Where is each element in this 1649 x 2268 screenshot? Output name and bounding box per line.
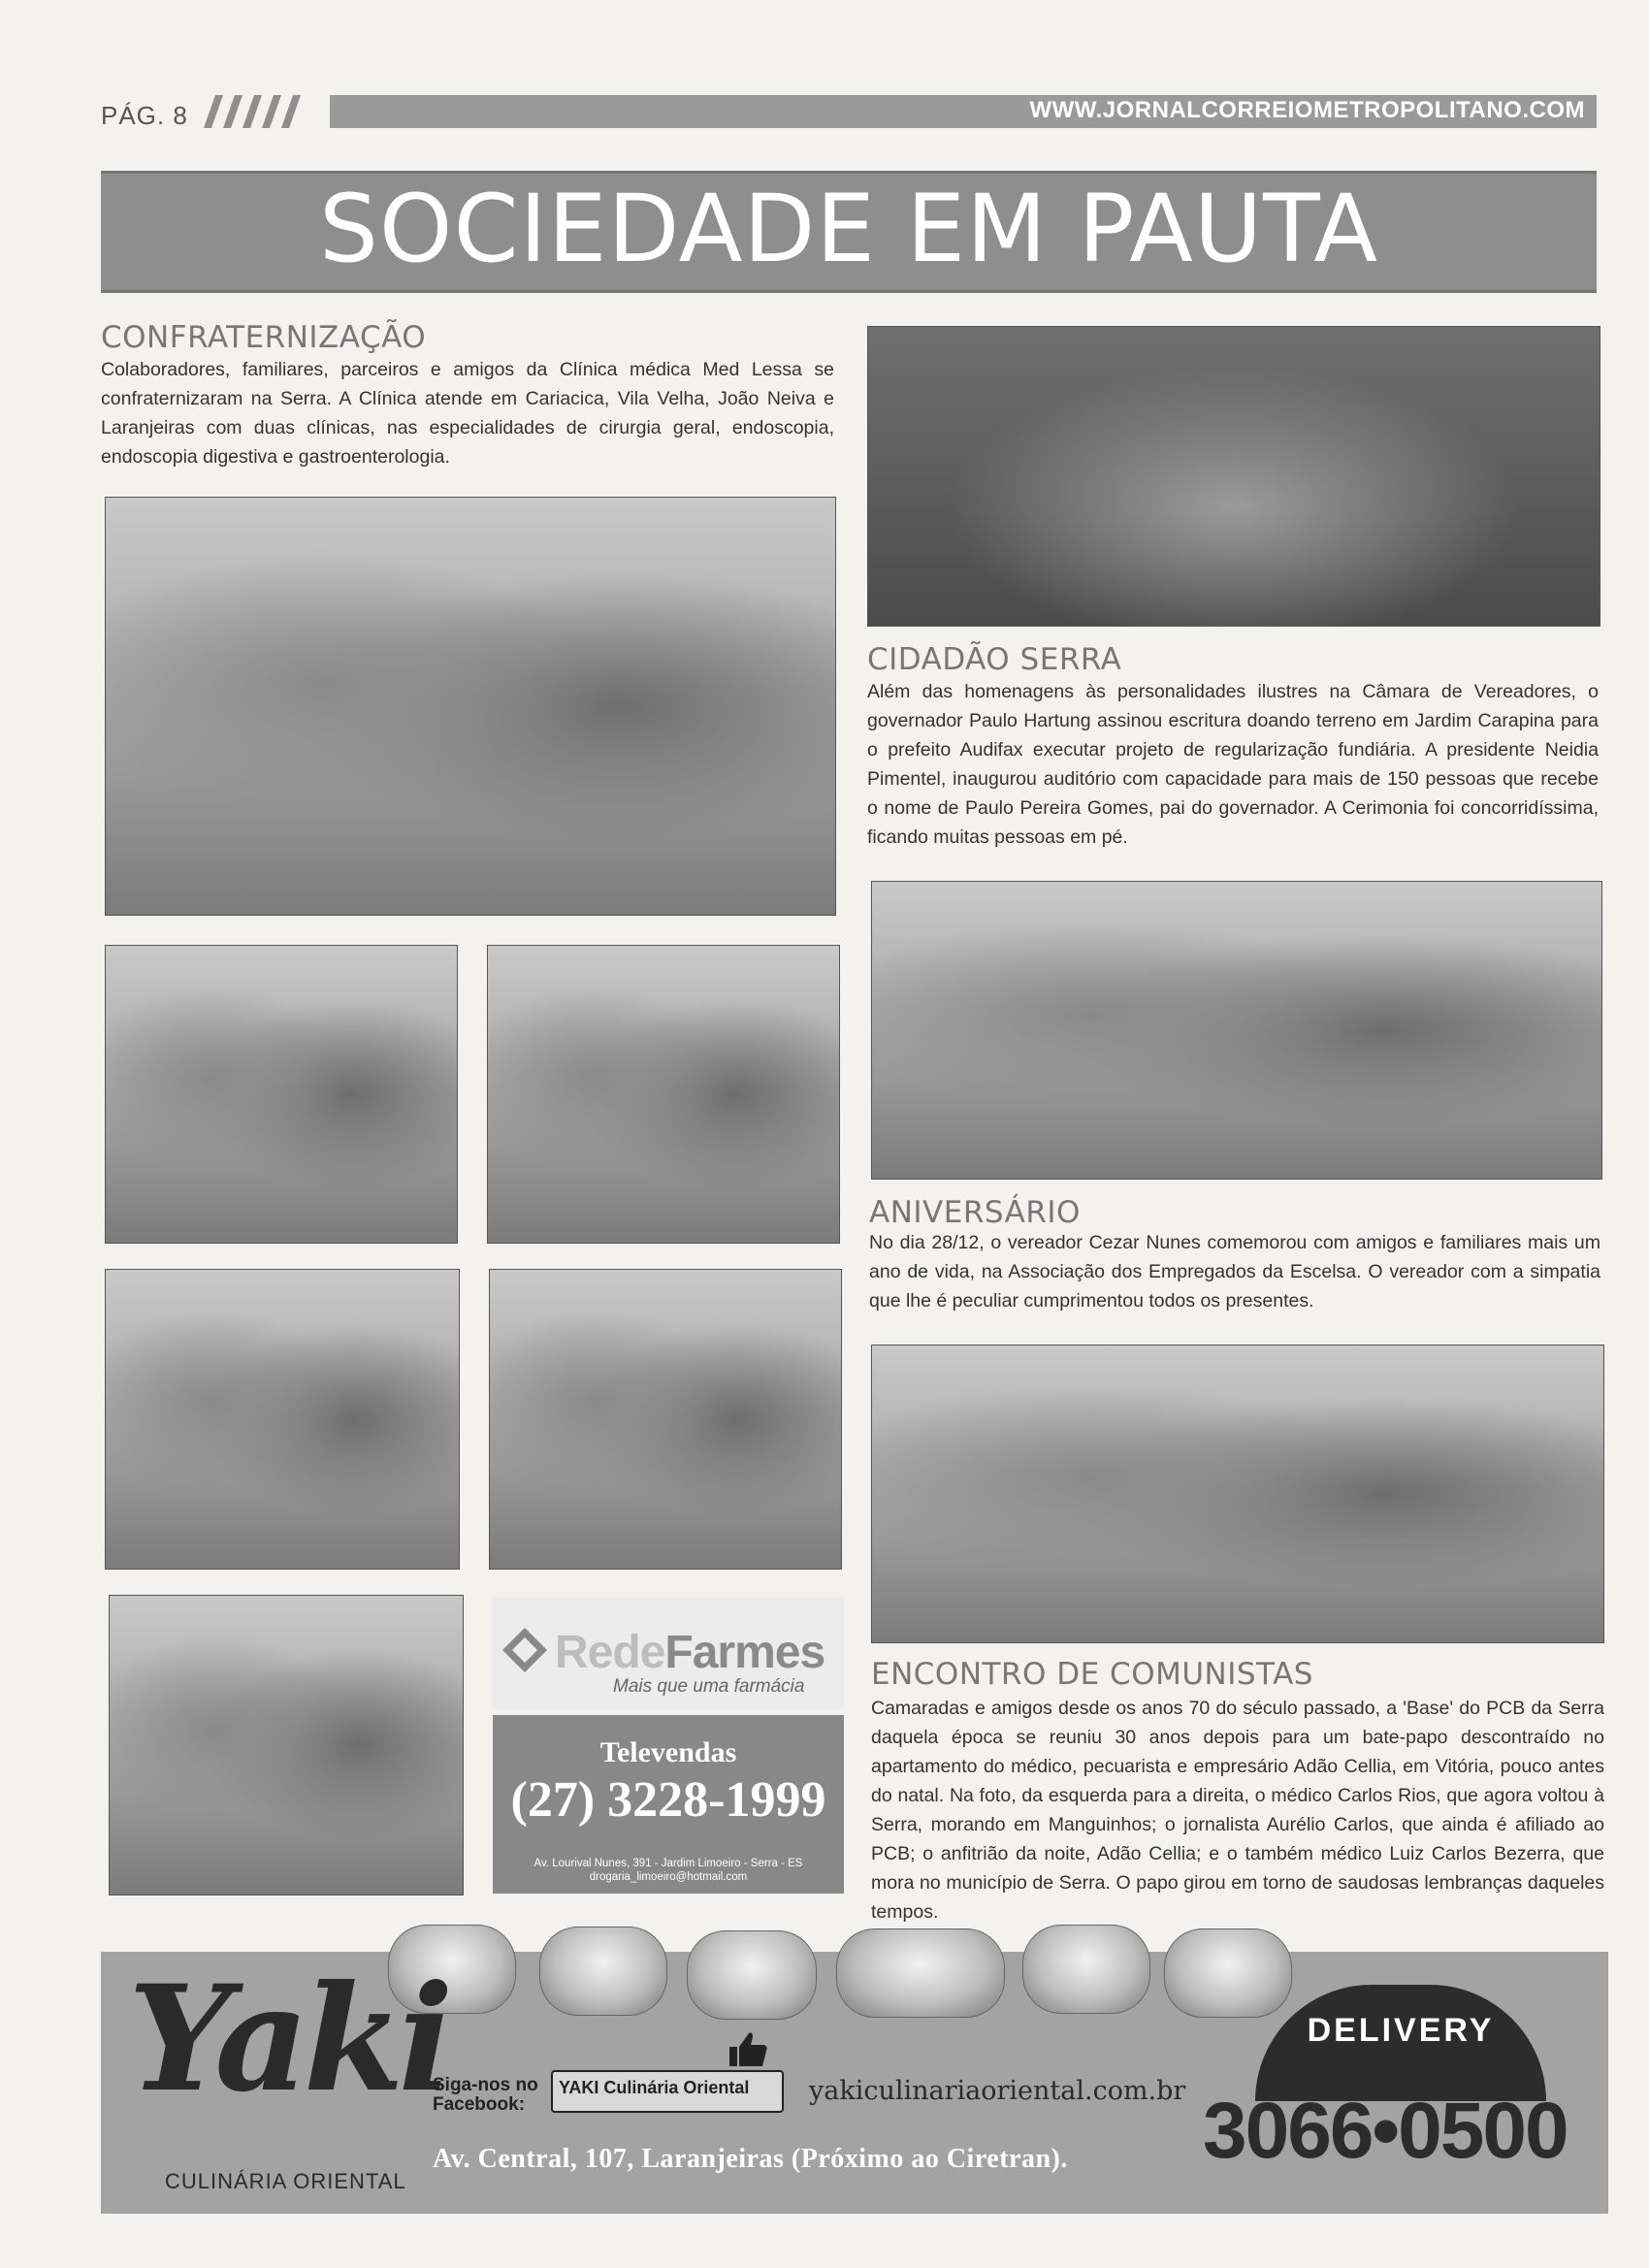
photo-confraternizacao-5 [489, 1269, 842, 1570]
redefarmes-email[interactable]: drogaria_limoeiro@hotmail.com [589, 1871, 748, 1883]
section-text-aniversario: No dia 28/12, o vereador Cezar Nunes comemorou com amigos e familiares mais um ano de vida, na Associação dos Empregados da Escelsa. O vereador com a simpatia que lhe é peculiar cumprimentou todos os presentes. [869, 1232, 1600, 1312]
photo-confraternizacao-4 [105, 1269, 460, 1570]
yaki-phone[interactable]: 3066•0500 [1203, 2087, 1568, 2175]
photo-confraternizacao-2 [105, 945, 458, 1244]
televendas-label: Televendas [599, 1736, 737, 1768]
facebook-page-name[interactable]: YAKI Culinária Oriental [559, 2078, 750, 2097]
section-heading-confraternizacao: CONFRATERNIZAÇÃO [101, 320, 427, 355]
photo-confraternizacao-6 [109, 1595, 464, 1895]
redefarmes-address: Av. Lourival Nunes, 391 - Jardim Limoeiro - Serra - ES drogaria_limoeiro@hotmail.com [493, 1857, 844, 1884]
section-heading-cidadao: CIDADÃO SERRA [867, 642, 1122, 677]
photo-aniversario-group [871, 881, 1602, 1180]
delivery-label: DELIVERY [1307, 2012, 1495, 2049]
sushi-image-3 [687, 1930, 817, 2020]
redefarmes-logo: RedeFarmes [555, 1627, 825, 1678]
yaki-subtitle: CULINÁRIA ORIENTAL [165, 2169, 406, 2193]
redefarmes-slogan: Mais que uma farmácia [613, 1676, 805, 1697]
decorative-slashes [194, 95, 330, 128]
yaki-website[interactable]: yakiculinariaoriental.com.br [809, 2076, 1186, 2106]
section-text-confraternizacao: Colaboradores, familiares, parceiros e amigos da Clínica médica Med Lessa se confraternizaram na Serra. A Clínica atende em Cariacica, Vila Velha, João Neiva e Laranjeiras com duas clínicas, nas especialidades de cirurgia geral, endoscopia, endoscopia digestiva e gastroenterologia. [101, 359, 834, 468]
siga-facebook-label: Siga-nos no Facebook: [433, 2075, 538, 2115]
site-url[interactable]: WWW.JORNALCORREIOMETROPOLITANO.COM [1029, 97, 1585, 123]
sushi-image-6 [1164, 1928, 1292, 2018]
yaki-logo: Yaki [128, 1954, 448, 2124]
sushi-image-2 [539, 1927, 667, 2016]
sushi-image-4 [836, 1928, 1005, 2018]
thumbs-up-icon [726, 2027, 770, 2072]
page-title: SOCIEDADE EM PAUTA [318, 175, 1379, 283]
sushi-image-5 [1022, 1925, 1150, 2014]
yaki-address: Av. Central, 107, Laranjeiras (Próximo ao Ciretran). [433, 2144, 1068, 2174]
section-text-comunistas: Camaradas e amigos desde os anos 70 do século passado, a 'Base' do PCB da Serra daquela época se reuniu 30 anos depois para um bate-papo descontraído no apartamento do médico, pecuarista e empresário Adão Cellia, em Vitória, pouco antes do natal. Na foto, da esquerda para a direita, o médico Carlos Rios, que agora voltou à Serra, morando em Manguinhos; o jornalista Aurélio Carlos, que ainda é afiliado ao PCB; o anfitrião da noite, Adão Cellia; e o também médico Luiz Carlos Bezerra, que mora no município de Serra. O papo girou em torno de saudosas lembranças daqueles tempos. [871, 1698, 1604, 1923]
section-text-cidadao: Além das homenagens às personalidades ilustres na Câmara de Vereadores, o governador Paulo Hartung assinou escritura doando terreno em Jardim Carapina para o prefeito Audifax executar projeto de regularização fundiária. A presidente Neidia Pimentel, inaugurou auditório com capacidade para mais de 150 pessoas que recebe o nome de Paulo Pereira Gomes, pai do governador. A Cerimonia foi concorridíssima, ficando muitas pessoas em pé. [867, 681, 1599, 848]
page-number: PÁG. 8 [101, 101, 188, 130]
televendas-phone[interactable]: (27) 3228-1999 [510, 1772, 826, 1828]
section-heading-aniversario: ANIVERSÁRIO [869, 1195, 1081, 1230]
photo-comunistas-group [871, 1345, 1604, 1643]
section-heading-comunistas: ENCONTRO DE COMUNISTAS [871, 1657, 1313, 1692]
photo-confraternizacao-3 [487, 945, 840, 1244]
photo-confraternizacao-group [105, 497, 836, 916]
redefarmes-diamond-icon [501, 1626, 549, 1674]
photo-cidadao-serra-auditorium [867, 326, 1600, 627]
